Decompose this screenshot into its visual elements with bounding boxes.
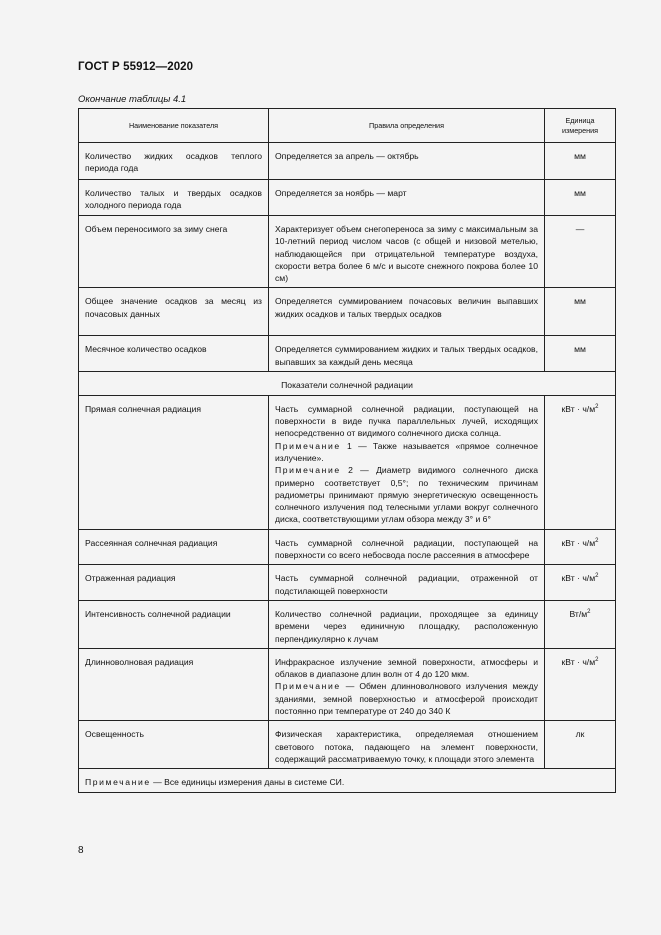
indicator-unit: мм [545,336,616,372]
page-number: 8 [78,845,84,856]
indicator-rule: Определяется за апрель — октябрь [269,143,545,180]
unit-exponent: 2 [595,403,599,410]
indicator-rule [269,395,545,529]
indicator-unit [545,395,616,529]
indicator-unit: мм [545,288,616,336]
footnote-text: — Все единицы измерения даны в системе СИ. [150,777,345,788]
indicator-unit [545,529,616,565]
unit-exponent: 2 [595,656,599,663]
footnote-row [79,769,616,792]
indicator-rule [269,648,545,720]
table-row [79,529,616,565]
indicator-unit: мм [545,143,616,180]
indicator-name: Освещенность [79,721,269,769]
table-footnote [79,769,616,792]
indicator-rule: Часть суммарной солнечной радиации, отраженной от подстилающей поверхности [269,565,545,601]
indicator-rule: Физическая характеристика, определяемая отношением светового потока, падающего на элемент поверхности, содержащий рассматриваемую точку, к площади этого элемента [269,721,545,769]
unit-base: кВт · ч/м [561,403,596,414]
unit-base: кВт · ч/м [561,537,596,548]
unit-base: кВт · ч/м [561,573,596,584]
indicator-unit: — [545,216,616,288]
table-row [79,143,616,180]
table-row [79,721,616,769]
indicator-rule: Количество солнечной радиации, проходящее за единицу времени через единичную площадку, расположенную перпендикулярно к лучам [269,600,545,648]
column-header-rule: Правила определения [269,109,545,143]
table-row [79,565,616,601]
note-text: 1 — Также называется «прямое солнечное излучение». [275,440,538,463]
indicator-name: Интенсивность солнечной радиации [79,600,269,648]
table-row [79,648,616,720]
indicator-name: Объем переносимого за зиму снега [79,216,269,288]
indicator-name: Количество талых и твердых осадков холодного периода года [79,180,269,216]
note-label: Примечание [275,440,341,451]
table-header-row [79,109,616,143]
indicator-unit: мм [545,180,616,216]
indicator-name: Общее значение осадков за месяц из почасовых данных [79,288,269,336]
indicator-name: Отраженная радиация [79,565,269,601]
indicator-unit [545,565,616,601]
column-header-name: Наименование показателя [79,109,269,143]
table-row [79,336,616,372]
note-text: 2 — Диаметр видимого солнечного диска примерно соответствует 0,5°; по техническим причинам радиометры принимают прямую энергетическую освещенность солнечного излучения под телесными углами вокруг солнечного диска, соответствующими углам обзора между 3° и 6° [275,465,538,525]
rule-text: Часть суммарной солнечной радиации, поступающей на поверхности в виде пучка параллельных лучей, исходящих непосредственно от видимого солнечного диска солнца. [275,403,538,439]
rule-text: Инфракрасное излучение земной поверхности, атмосферы и облаков в диапазоне длин волн от 4 до 120 мкм. [275,656,538,680]
unit-exponent: 2 [587,608,591,615]
table-row [79,395,616,529]
indicator-rule: Часть суммарной солнечной радиации, поступающей на поверхности со всего небосвода после рассеяния в атмосфере [269,529,545,565]
rule-note [275,440,538,465]
indicator-unit [545,600,616,648]
note-label: Примечание [275,681,341,692]
unit-base: Вт/м [569,608,588,619]
table-row [79,600,616,648]
note-text: — Обмен длинноволнового излучения между зданиями, земной поверхностью и атмосферой происходит постоянно при температуре от 240 до 340 К [275,681,538,717]
indicator-name: Длинноволновая радиация [79,648,269,720]
indicator-name: Рассеянная солнечная радиация [79,529,269,565]
indicator-unit: лк [545,721,616,769]
table-row [79,288,616,336]
unit-exponent: 2 [595,537,599,544]
indicator-name: Месячное количество осадков [79,336,269,372]
indicator-name: Прямая солнечная радиация [79,395,269,529]
note-label: Примечание [275,465,341,476]
indicators-table [78,108,616,793]
section-title: Показатели солнечной радиации [79,372,616,395]
indicator-name: Количество жидких осадков теплого периода года [79,143,269,180]
indicator-rule: Определяется за ноябрь — март [269,180,545,216]
indicator-rule: Определяется суммированием почасовых величин выпавших жидких осадков и талых твердых осадков [269,288,545,336]
rule-note [275,464,538,525]
indicator-rule: Характеризует объем снегопереноса за зиму с максимальным за 10-летний период числом часов (с общей и низовой метелью, наблюдающейся при отрицательной температуре воздуха, скорости ветра более 6 м/с и высоте снежного покрова более 10 см) [269,216,545,288]
section-row [79,372,616,395]
footnote-label: Примечание [85,777,151,788]
table-row [79,180,616,216]
table-row [79,216,616,288]
table-caption: Окончание таблицы 4.1 [78,94,187,105]
unit-base: кВт · ч/м [561,656,596,667]
unit-exponent: 2 [595,573,599,580]
rule-note [275,680,538,717]
indicator-rule: Определяется суммированием жидких и талых твердых осадков, выпавших за каждый день месяца [269,336,545,372]
document-header: ГОСТ Р 55912—2020 [78,61,194,73]
column-header-unit: Единица измерения [545,109,616,143]
indicator-unit [545,648,616,720]
